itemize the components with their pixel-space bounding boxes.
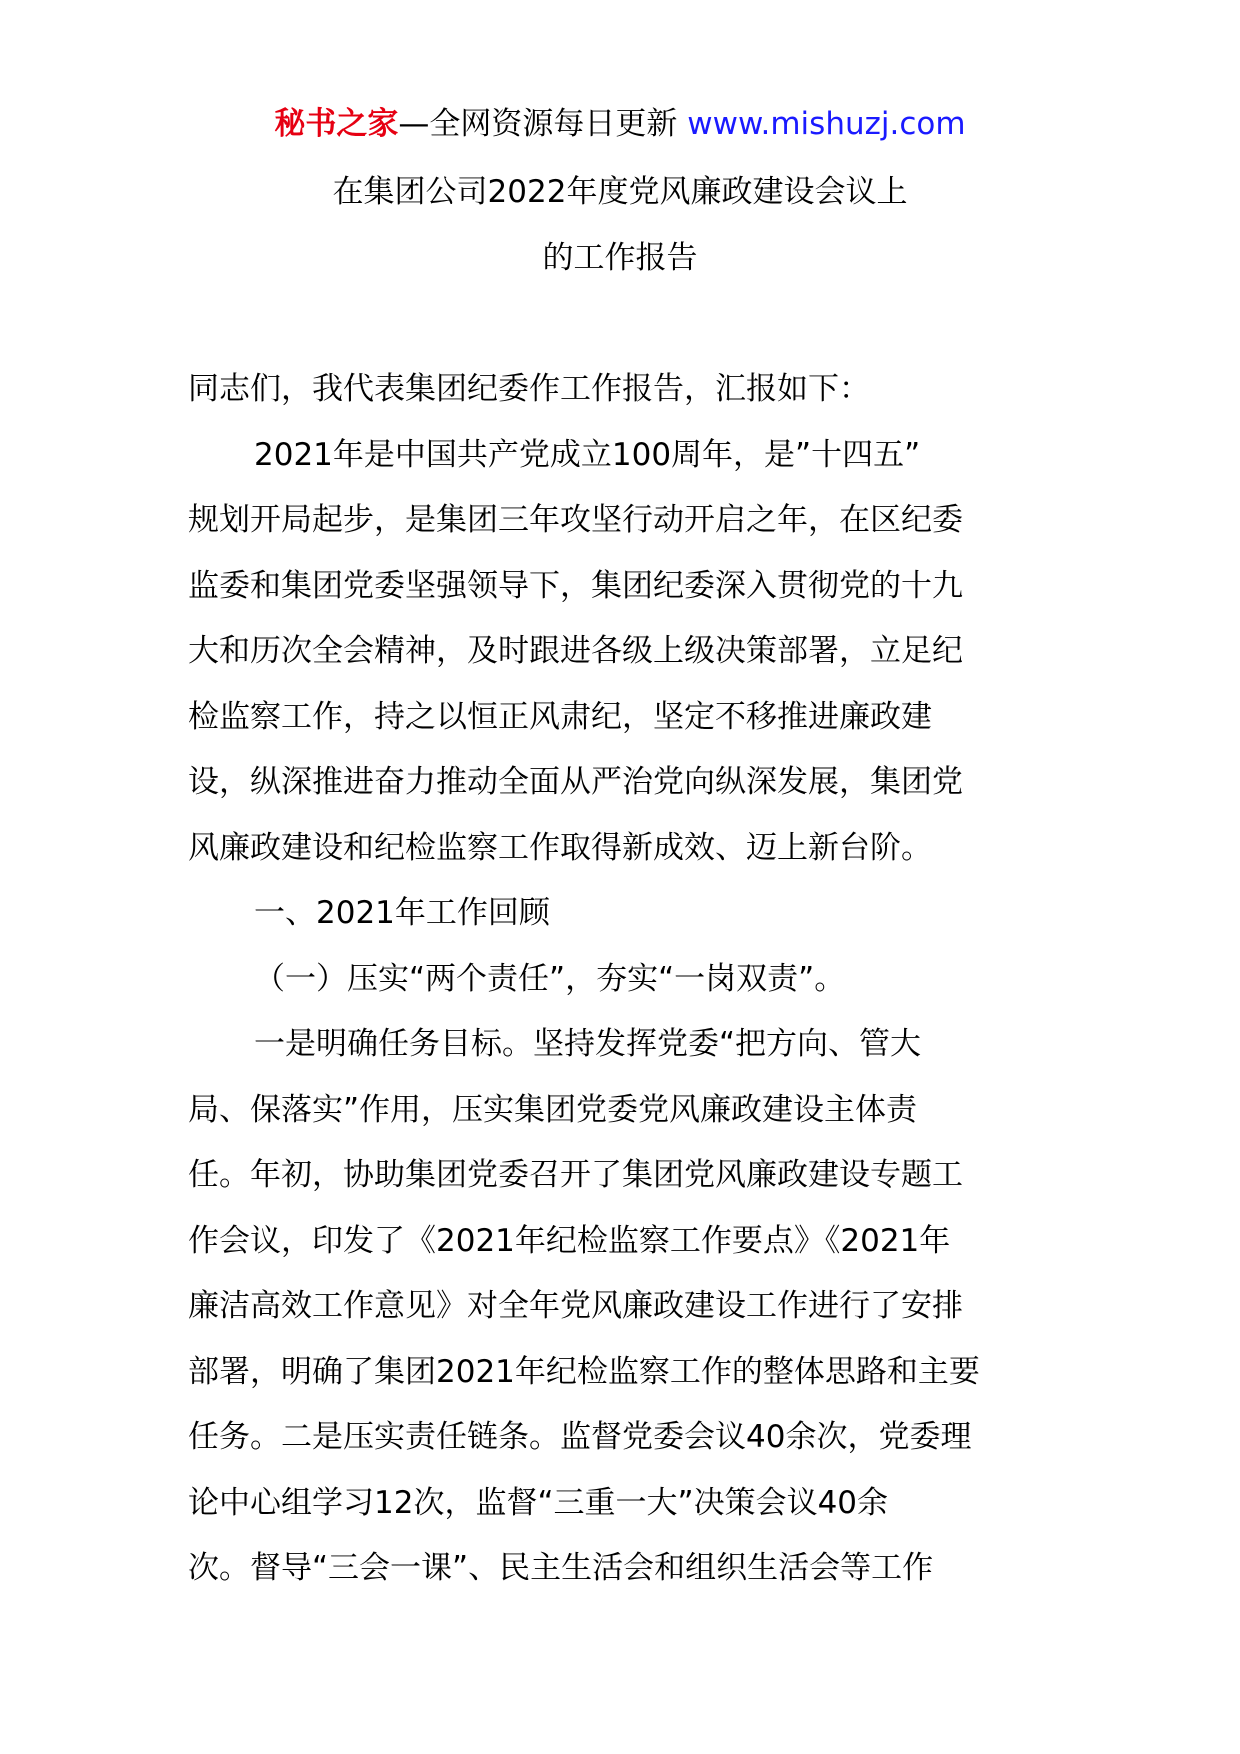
paragraph-line: 任务。二是压实责任链条。监督党委会议40余次，党委理	[188, 1419, 972, 1455]
document-body	[188, 357, 1068, 1602]
title-line: 在集团公司2022年度党风廉政建设会议上	[332, 174, 908, 210]
paragraph-line: 局、保落实”作用，压实集团党委党风廉政建设主体责	[188, 1091, 918, 1128]
paragraph-line: 廉洁高效工作意见》对全年党风廉政建设工作进行了安排	[188, 1288, 963, 1324]
brand-name: 秘书之家	[274, 106, 399, 142]
header-tagline: —全网资源每日更新	[398, 106, 688, 142]
paragraph-line: 大和历次全会精神，及时跟进各级上级决策部署，立足纪	[188, 633, 963, 669]
paragraph-line: 部署，明确了集团2021年纪检监察工作的整体思路和主要	[188, 1353, 980, 1390]
document-header	[0, 104, 1240, 144]
paragraph-line: 检监察工作，持之以恒正风肃纪，坚定不移推进廉政建	[188, 698, 932, 735]
paragraph-line: 2021年是中国共产党成立100周年，是”十四五”	[254, 436, 921, 473]
paragraph-line: 风廉政建设和纪检监察工作取得新成效、迈上新台阶。	[188, 829, 932, 866]
subsection-heading: （一）压实“两个责任”，夯实“一岗双责”。	[254, 960, 846, 997]
paragraph-line: 作会议，印发了《2021年纪检监察工作要点》《2021年	[188, 1222, 951, 1259]
paragraph-line: 任。年初，协助集团党委召开了集团党风廉政建设专题工	[188, 1157, 963, 1193]
section-heading: 一、2021年工作回顾	[254, 895, 550, 931]
paragraph-line: 次。督导“三会一课”、民主生活会和组织生活会等工作	[188, 1550, 934, 1586]
paragraph-line: 规划开局起步，是集团三年攻坚行动开启之年，在区纪委	[188, 502, 963, 538]
website-link[interactable]: www.mishuzj.com	[687, 106, 966, 142]
salutation: 同志们，我代表集团纪委作工作报告，汇报如下：	[188, 371, 870, 407]
paragraph-line: 监委和集团党委坚强领导下，集团纪委深入贯彻党的十九	[188, 567, 963, 604]
paragraph-line: 设，纵深推进奋力推动全面从严治党向纵深发展，集团党	[188, 764, 963, 800]
paragraph-line: 一是明确任务目标。坚持发挥党委“把方向、管大	[254, 1026, 922, 1062]
document-title	[150, 160, 1090, 291]
title-line: 的工作报告	[542, 239, 698, 276]
paragraph-line: 论中心组学习12次，监督“三重一大”决策会议40余	[188, 1484, 889, 1521]
